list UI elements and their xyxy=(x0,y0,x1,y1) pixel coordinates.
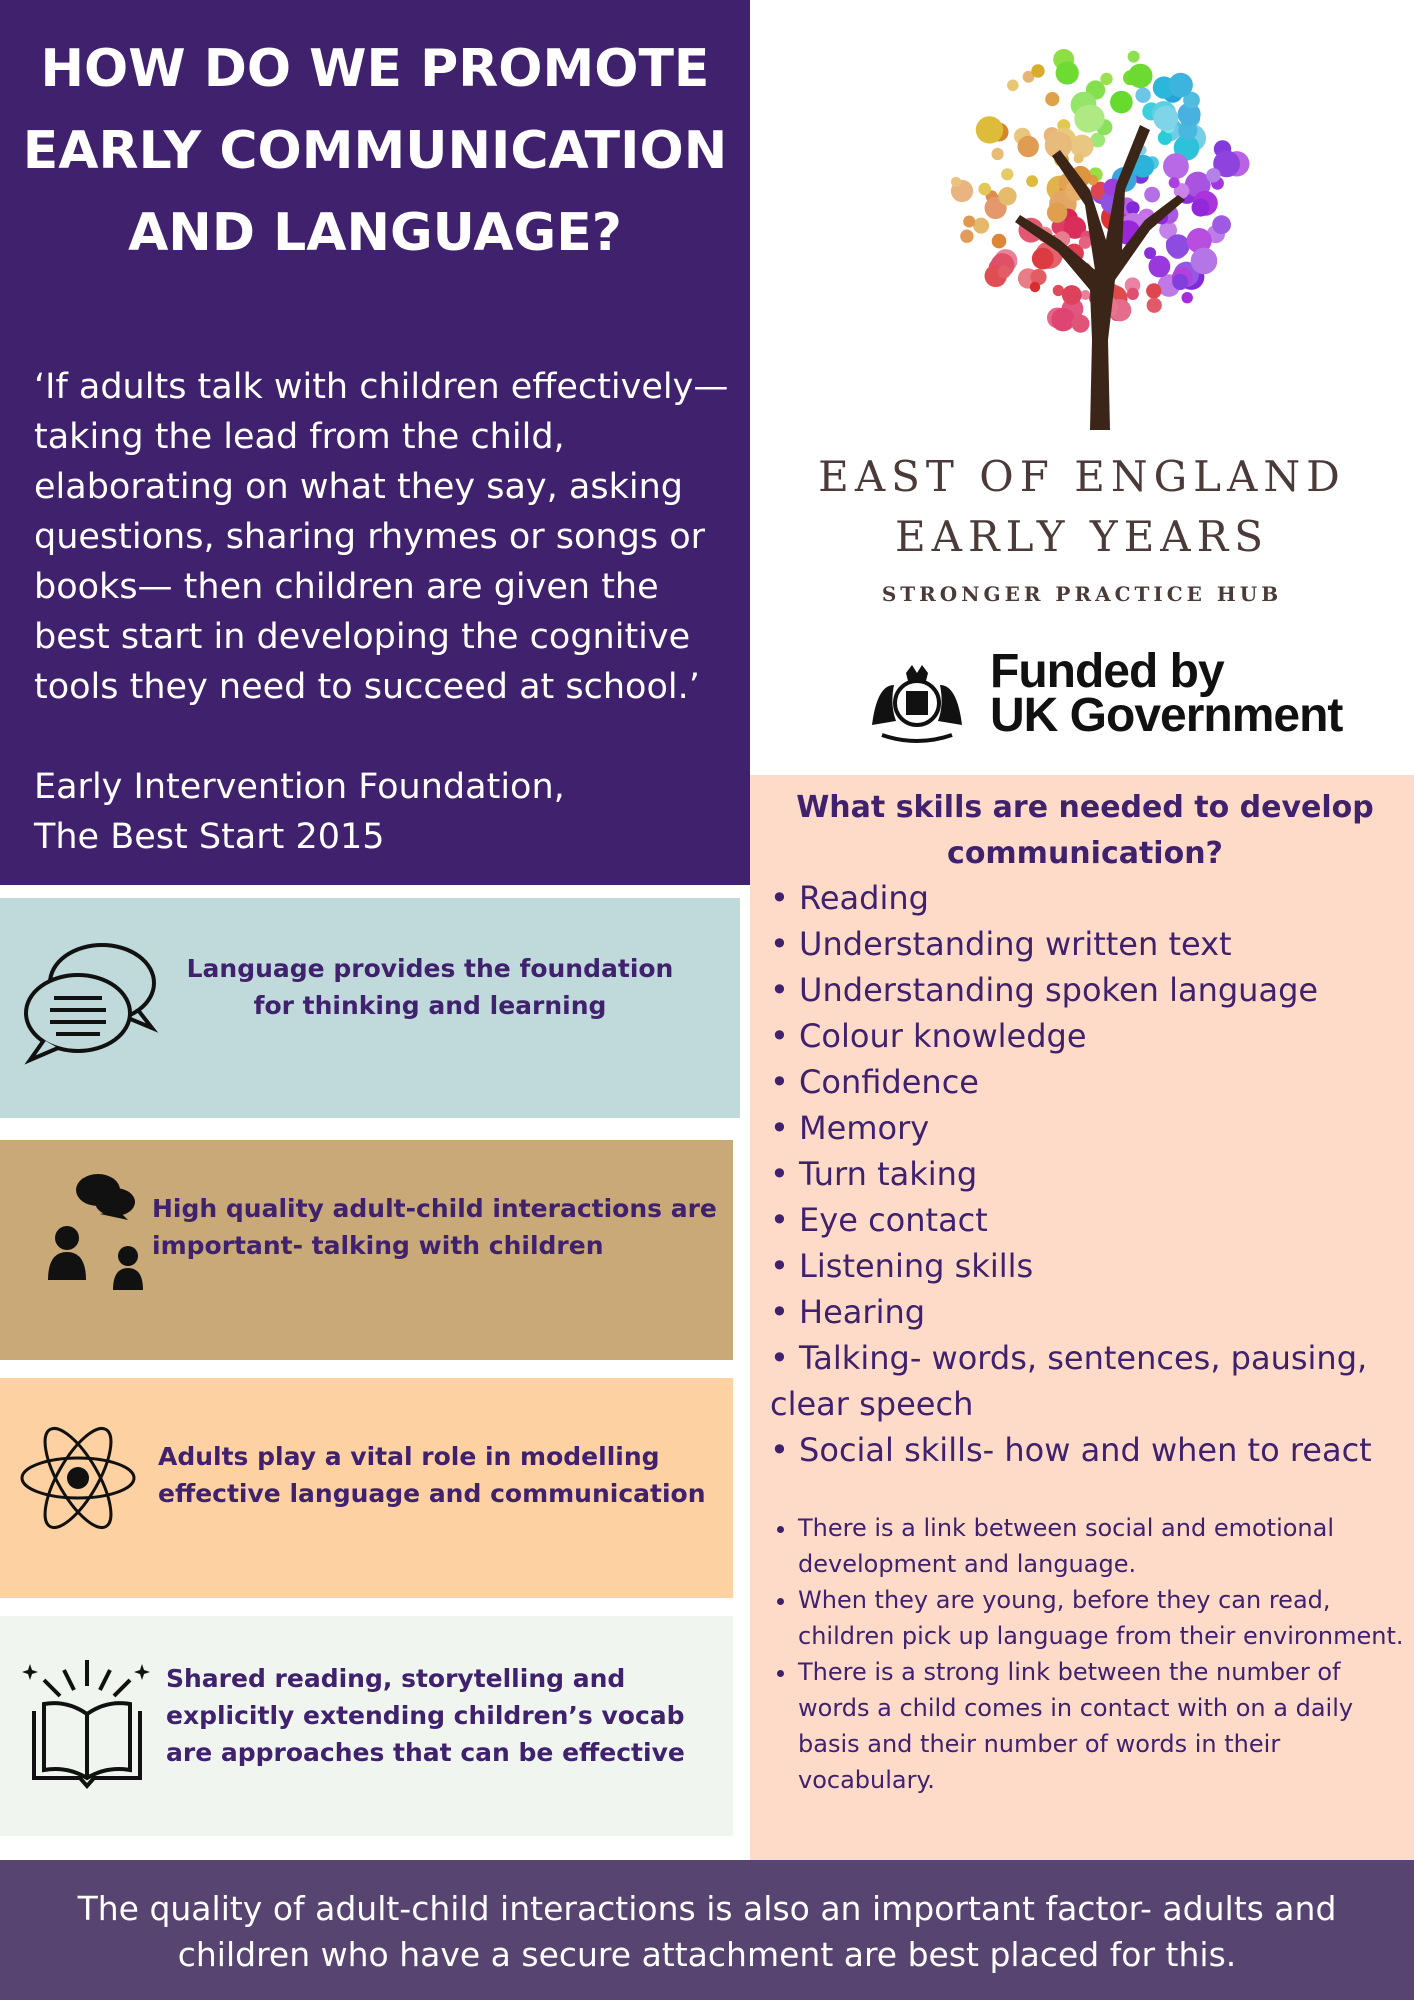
skill-item: • Colour knowledge xyxy=(770,1017,1087,1055)
tree-dot xyxy=(1168,73,1193,98)
tree-dot xyxy=(1070,135,1093,158)
tree-dot xyxy=(1169,177,1180,188)
org-subtitle: STRONGER PRACTICE HUB xyxy=(881,582,1283,606)
tree-dot xyxy=(1045,92,1059,106)
adult-child-chat-icon xyxy=(40,1170,150,1300)
tree-dot xyxy=(1149,256,1171,278)
note-item: • There is a strong link between the number of words a child comes in contact with on a daily basis and their number of words in their vocabulary. xyxy=(798,1654,1408,1798)
org-name-line-1: EAST OF ENGLAND xyxy=(818,452,1346,501)
skills-list xyxy=(770,875,1410,1473)
royal-crest-icon xyxy=(862,655,972,745)
tree-dot xyxy=(1135,88,1150,103)
page-title: HOW DO WE PROMOTE EARLY COMMUNICATION AND LANGUAGE? xyxy=(22,39,728,263)
title-panel xyxy=(0,0,750,885)
skill-item: • Hearing xyxy=(770,1293,926,1331)
tree-dot xyxy=(1047,203,1067,223)
tree-dot xyxy=(1074,153,1084,163)
tree-dot xyxy=(1212,215,1231,234)
tree-dot xyxy=(1031,64,1044,77)
note-item: • There is a link between social and emotional development and language. xyxy=(798,1510,1408,1582)
tree-dot xyxy=(1051,308,1075,332)
info-bar-reading xyxy=(0,1616,733,1836)
tree-dot xyxy=(1147,298,1162,313)
info-bar-interactions-text: High quality adult-child interactions are important- talking with children xyxy=(152,1194,717,1260)
info-bar-interactions xyxy=(0,1140,733,1360)
tree-dot xyxy=(1007,80,1019,92)
skills-heading: What skills are needed to develop communication? xyxy=(796,790,1374,871)
tree-dot xyxy=(1079,236,1092,249)
tree-dot xyxy=(1166,234,1190,258)
tree-dot xyxy=(976,116,1003,143)
tree-dot xyxy=(1146,283,1161,298)
skills-panel xyxy=(750,775,1414,1860)
funded-by-line-1: Funded by xyxy=(990,645,1224,698)
tree-dot xyxy=(1144,187,1160,203)
skill-item: • Eye contact xyxy=(770,1201,988,1239)
info-bar-language xyxy=(0,898,740,1118)
skill-item: • Understanding written text xyxy=(770,925,1232,963)
tree-dot xyxy=(1001,168,1013,180)
tree-dot xyxy=(1163,153,1189,179)
skill-item: • Reading xyxy=(770,879,929,917)
logo-area xyxy=(750,0,1414,775)
open-book-icon xyxy=(22,1656,152,1791)
quote-source-line-2: The Best Start 2015 xyxy=(34,817,385,857)
tree-dot xyxy=(1074,105,1102,133)
tree-dot xyxy=(1192,199,1210,217)
skill-item: • Talking- words, sentences, pausing, clear speech xyxy=(770,1339,1368,1423)
tree-dot xyxy=(1126,201,1139,214)
info-bar-reading-text: Shared reading, storytelling and explicitly extending children’s vocab are approaches that can be effective xyxy=(166,1664,685,1767)
info-bar-modelling-text: Adults play a vital role in modelling effective language and communication xyxy=(158,1442,706,1508)
notes-list xyxy=(778,1510,1408,1798)
tree-dot xyxy=(1062,285,1082,305)
atom-icon xyxy=(18,1418,138,1538)
skill-item: • Listening skills xyxy=(770,1247,1034,1285)
speech-bubbles-icon xyxy=(20,938,160,1068)
tree-dot xyxy=(992,234,1007,249)
tree-dot xyxy=(1128,64,1152,88)
quote-source xyxy=(34,762,734,862)
footer-banner xyxy=(0,1860,1414,2000)
tree-dot xyxy=(960,230,973,243)
funded-by-line-2: UK Government xyxy=(990,689,1343,742)
funded-by-text xyxy=(990,645,1370,742)
tree-dot xyxy=(951,177,961,187)
skill-item: • Confidence xyxy=(770,1063,979,1101)
note-item: • When they are young, before they can read, children pick up language from their environment. xyxy=(798,1582,1408,1654)
tree-dot xyxy=(1056,61,1079,84)
tree-dot xyxy=(1206,168,1220,182)
tree-dot xyxy=(1030,282,1040,292)
quote-source-line-1: Early Intervention Foundation, xyxy=(34,767,565,807)
info-bar-modelling xyxy=(0,1378,733,1598)
skill-item: • Turn taking xyxy=(770,1155,978,1193)
tree-dot xyxy=(998,265,1011,278)
tree-dot xyxy=(1127,288,1139,300)
tree-dot xyxy=(1172,274,1188,290)
org-name-line-2: EARLY YEARS xyxy=(894,512,1269,561)
tree-dot xyxy=(1032,248,1054,270)
tree-dot xyxy=(992,148,1004,160)
info-bar-language-text: Language provides the foundation for thinking and learning xyxy=(186,954,674,1020)
skill-item: • Understanding spoken language xyxy=(770,971,1319,1009)
tree-dot xyxy=(1191,248,1218,275)
tree-dot xyxy=(1018,136,1039,157)
tree-logo-icon xyxy=(940,40,1260,440)
tree-dot xyxy=(1128,51,1140,63)
tree-dot xyxy=(978,183,991,196)
skill-item: • Social skills- how and when to react xyxy=(770,1431,1372,1469)
tree-dot xyxy=(1026,175,1038,187)
skill-item: • Memory xyxy=(770,1109,930,1147)
tree-dot xyxy=(1153,106,1178,131)
tree-dot xyxy=(1182,292,1193,303)
footer-text: The quality of adult-child interactions is also an important factor- adults and children who have a secure attachment are best placed for this. xyxy=(77,1889,1337,1974)
tree-dot xyxy=(998,187,1016,205)
tree-dot xyxy=(1110,91,1133,114)
tree-dot xyxy=(963,216,975,228)
tree-dot xyxy=(1072,315,1090,333)
tree-dot xyxy=(1080,290,1090,300)
tree-dot xyxy=(973,218,989,234)
quote-text: ‘If adults talk with children effectively—taking the lead from the child, elaborating on what they say, asking questions, sharing rhymes or songs or books— then children are given the best start in developing the cognitive tools they need to succeed at school.’ xyxy=(34,367,729,707)
